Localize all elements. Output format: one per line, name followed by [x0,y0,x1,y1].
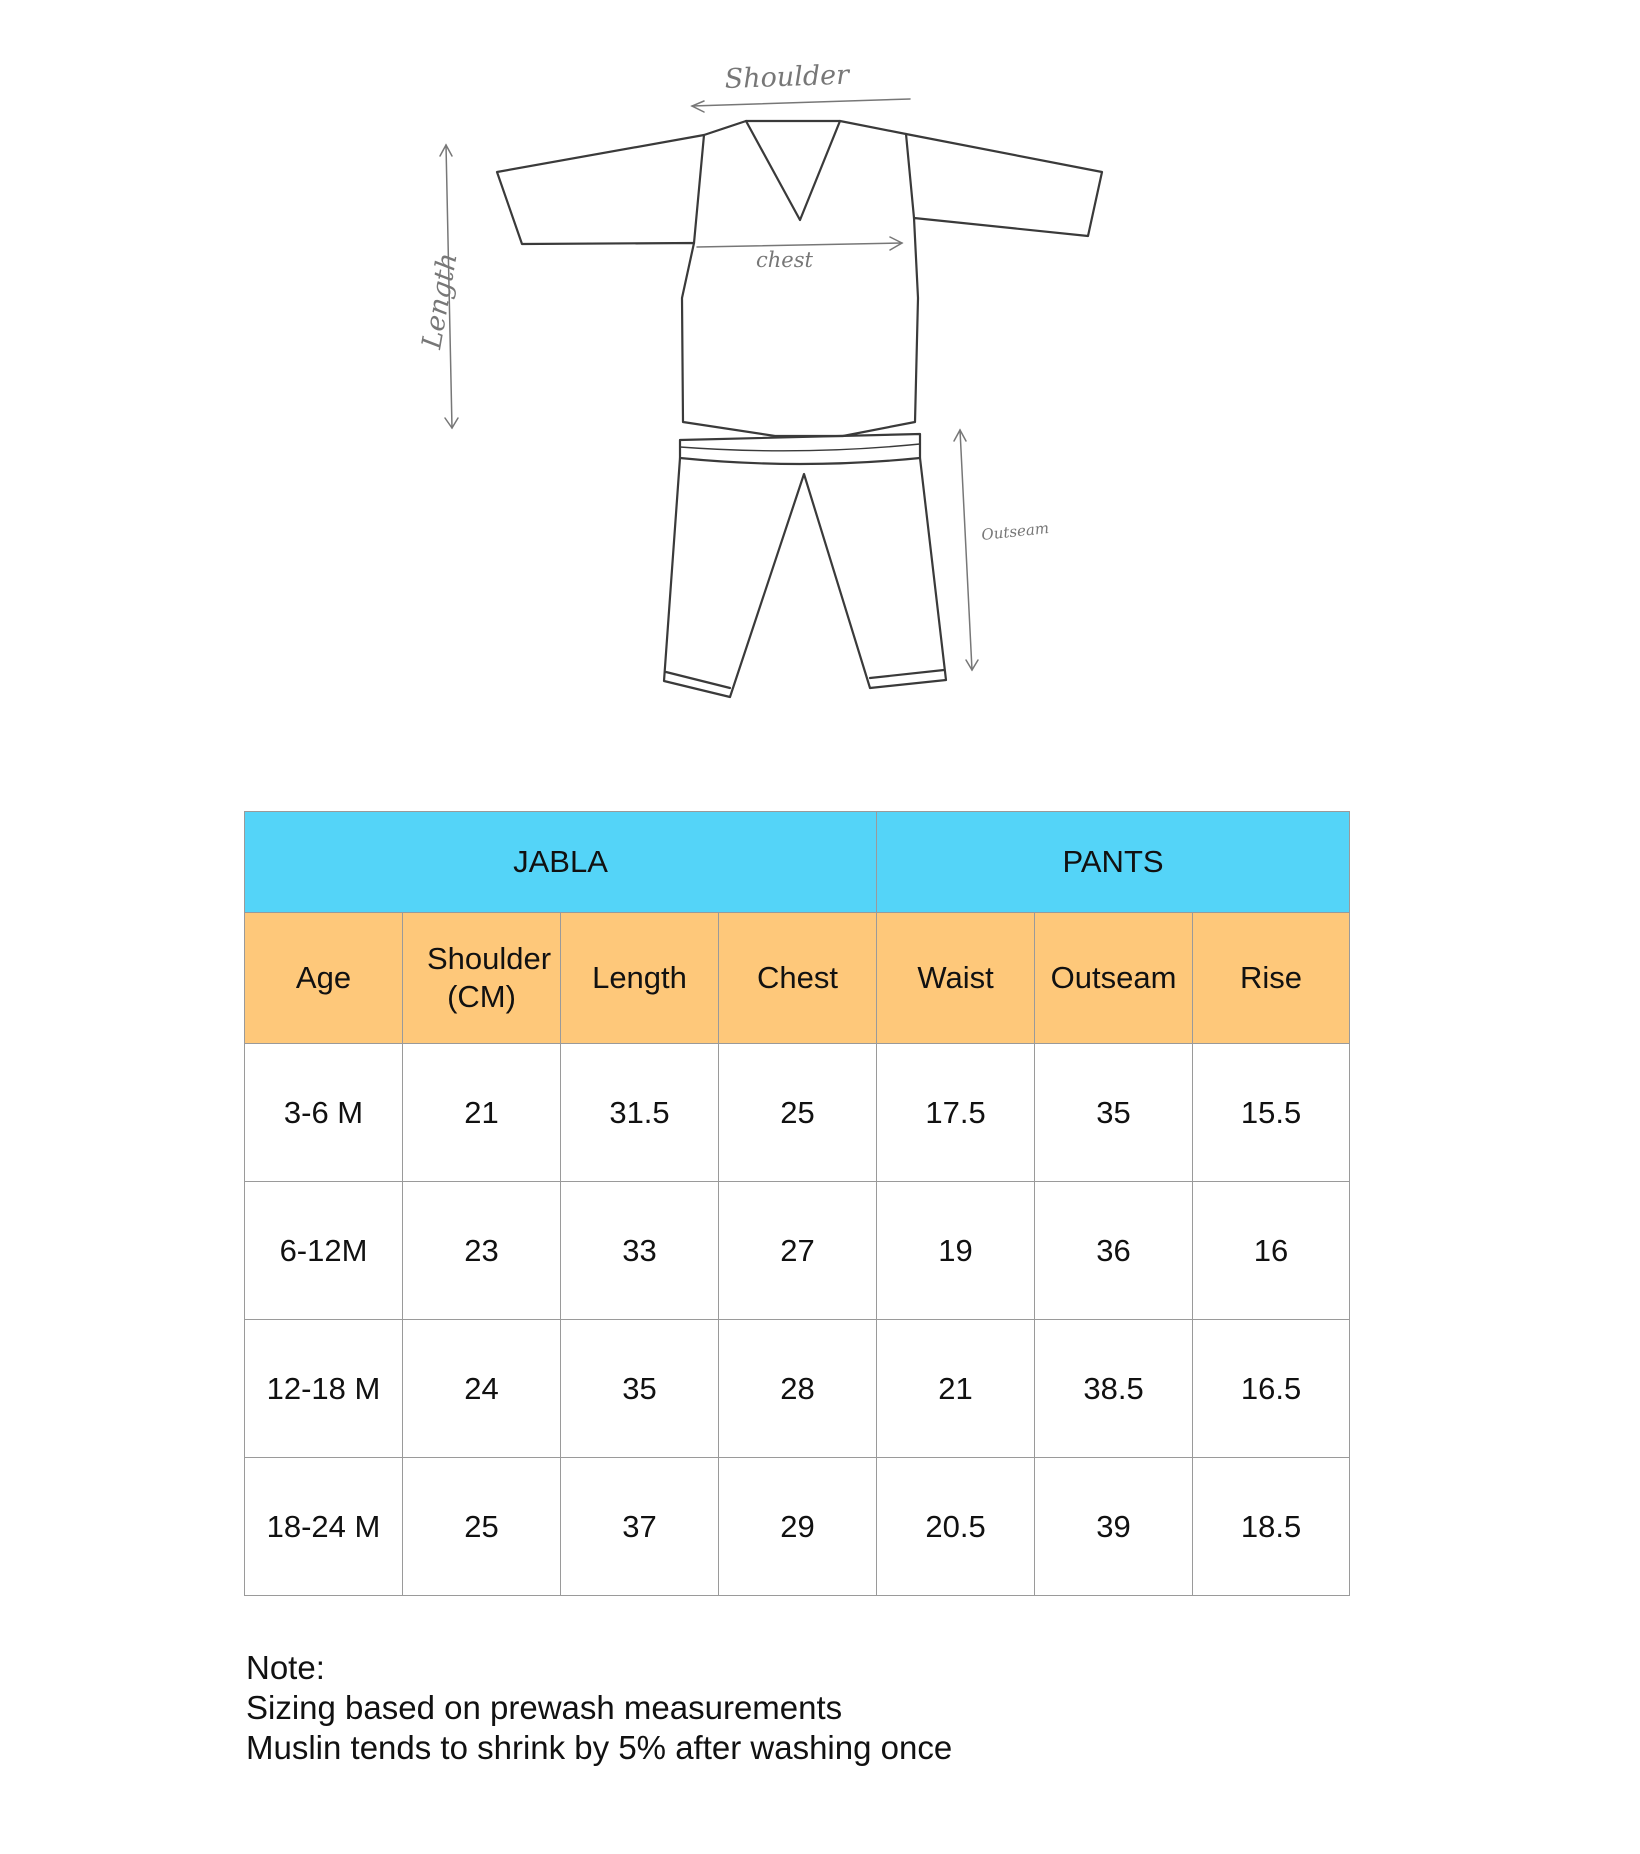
chest-label: chest [756,248,813,272]
table-row [245,1458,1350,1596]
table-cell: 20.5 [877,1458,1035,1596]
shoulder-label: Shoulder [724,59,850,95]
table-cell: 29 [719,1458,877,1596]
sizing-note [246,1648,952,1768]
table-cell-age: 12-18 M [245,1320,403,1458]
size-chart-table [244,811,1350,1596]
table-cell: 21 [877,1320,1035,1458]
group-header-pants: PANTS [877,812,1350,913]
table-cell-age: 3-6 M [245,1044,403,1182]
table-cell: 16 [1193,1182,1350,1320]
column-header-outseam: Outseam [1035,913,1193,1044]
column-header-age: Age [245,913,403,1044]
table-cell: 36 [1035,1182,1193,1320]
table-row [245,1182,1350,1320]
table-cell: 25 [403,1458,561,1596]
table-row [245,1320,1350,1458]
column-header-length: Length [561,913,719,1044]
outseam-label: Outseam [980,518,1050,544]
table-cell: 33 [561,1182,719,1320]
table-cell: 19 [877,1182,1035,1320]
table-cell: 38.5 [1035,1320,1193,1458]
note-line-shrinkage: Muslin tends to shrink by 5% after washing once [246,1729,953,1766]
jabla-sketch [497,121,1102,436]
column-header-chest: Chest [719,913,877,1044]
table-cell: 27 [719,1182,877,1320]
table-cell: 23 [403,1182,561,1320]
table-cell: 16.5 [1193,1320,1350,1458]
group-header-jabla: JABLA [245,812,877,913]
garment-illustration [0,0,1640,760]
table-row [245,1044,1350,1182]
group-header-row [245,812,1350,913]
table-cell: 37 [561,1458,719,1596]
column-header-row [245,913,1350,1044]
table-cell: 18.5 [1193,1458,1350,1596]
table-cell-age: 18-24 M [245,1458,403,1596]
column-header-rise: Rise [1193,913,1350,1044]
table-cell: 31.5 [561,1044,719,1182]
table-cell: 15.5 [1193,1044,1350,1182]
table-cell: 28 [719,1320,877,1458]
pants-sketch [664,434,946,697]
note-line-prewash: Sizing based on prewash measurements [246,1689,843,1726]
note-title: Note: [246,1649,325,1686]
table-cell: 39 [1035,1458,1193,1596]
table-cell: 35 [561,1320,719,1458]
table-cell: 21 [403,1044,561,1182]
measurement-arrows [440,99,978,670]
table-cell: 35 [1035,1044,1193,1182]
table-cell-age: 6-12M [245,1182,403,1320]
length-label: Length [416,250,464,352]
table-cell: 25 [719,1044,877,1182]
table-cell: 17.5 [877,1044,1035,1182]
table-cell: 24 [403,1320,561,1458]
column-header-shoulder: Shoulder (CM) [403,913,561,1044]
column-header-waist: Waist [877,913,1035,1044]
